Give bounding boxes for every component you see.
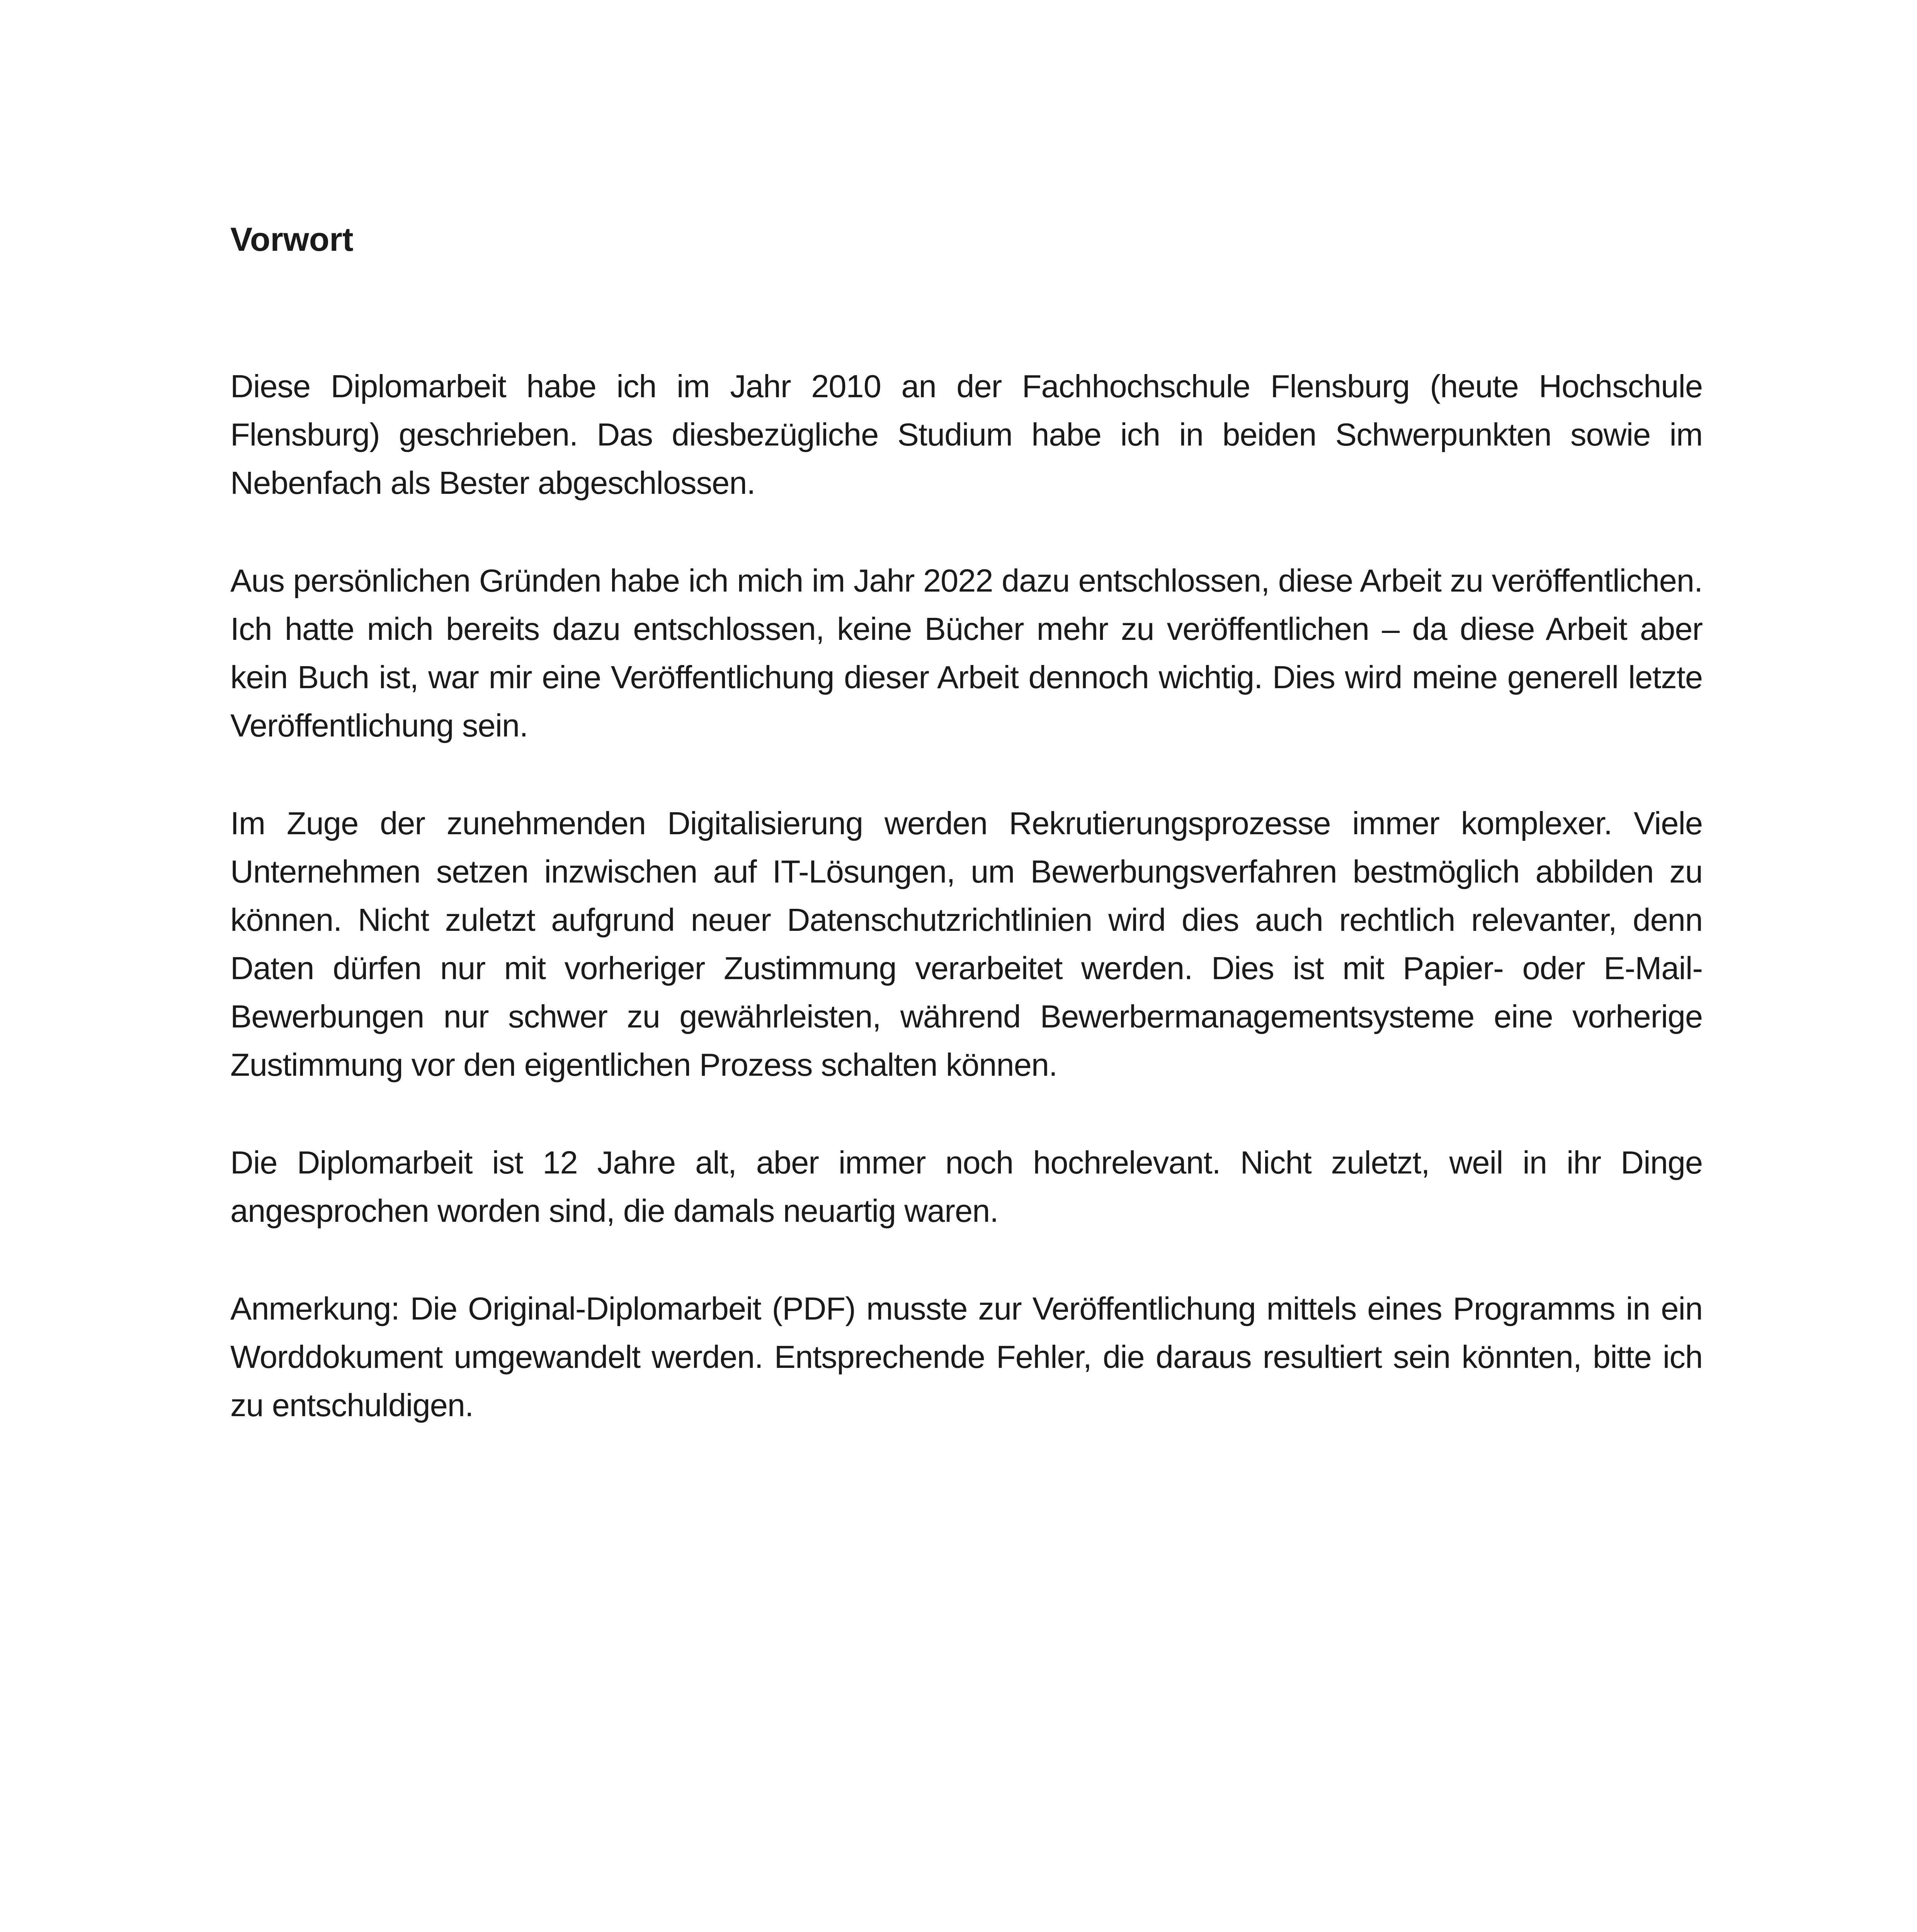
paragraph-2: Aus persönlichen Gründen habe ich mich im Jahr 2022 dazu entschlossen, diese Arbeit zu veröffentlichen. Ich hatte mich bereits dazu entschlossen, keine Bücher mehr zu veröffentlichen – da diese Arbeit aber kein Buch ist, war mir eine Veröffentlichung dieser Arbeit dennoch wichtig. Dies wird meine generell letzte Veröffentlichung sein.: [230, 563, 1703, 743]
paragraph-1: Diese Diplomarbeit habe ich im Jahr 2010 an der Fachhochschule Flensburg (heute Hochschule Flensburg) geschrieben. Das diesbezügliche Studium habe ich in beiden Schwerpunkten sowie im Nebenfach als Bester abgeschlossen.: [230, 368, 1703, 501]
paragraph-5: Anmerkung: Die Original-Diplomarbeit (PDF) musste zur Veröffentlichung mittels eines Programms in ein Worddokument umgewandelt werden. Entsprechende Fehler, die daraus resultiert sein könnten, bitte ich zu entschuldigen.: [230, 1291, 1703, 1423]
paragraph-3: Im Zuge der zunehmenden Digitalisierung werden Rekrutierungsprozesse immer komplexer. Viele Unternehmen setzen inzwischen auf IT-Lösungen, um Bewerbungsverfahren bestmöglich abbilden zu können. Nicht zuletzt aufgrund neuer Datenschutzrichtlinien wird dies auch rechtlich relevanter, denn Daten dürfen nur mit vorheriger Zustimmung verarbeitet werden. Dies ist mit Papier- oder E-Mail-Bewerbungen nur schwer zu gewährleisten, während Bewerbermanagementsysteme eine vorherige Zustimmung vor den eigentlichen Prozess schalten können.: [230, 805, 1703, 1083]
paragraph-4: Die Diplomarbeit ist 12 Jahre alt, aber immer noch hochrelevant. Nicht zuletzt, weil in ihr Dinge angesprochen worden sind, die damals neuartig waren.: [230, 1145, 1703, 1229]
page-content: [230, 216, 1703, 1429]
page-heading: Vorwort: [230, 221, 354, 258]
